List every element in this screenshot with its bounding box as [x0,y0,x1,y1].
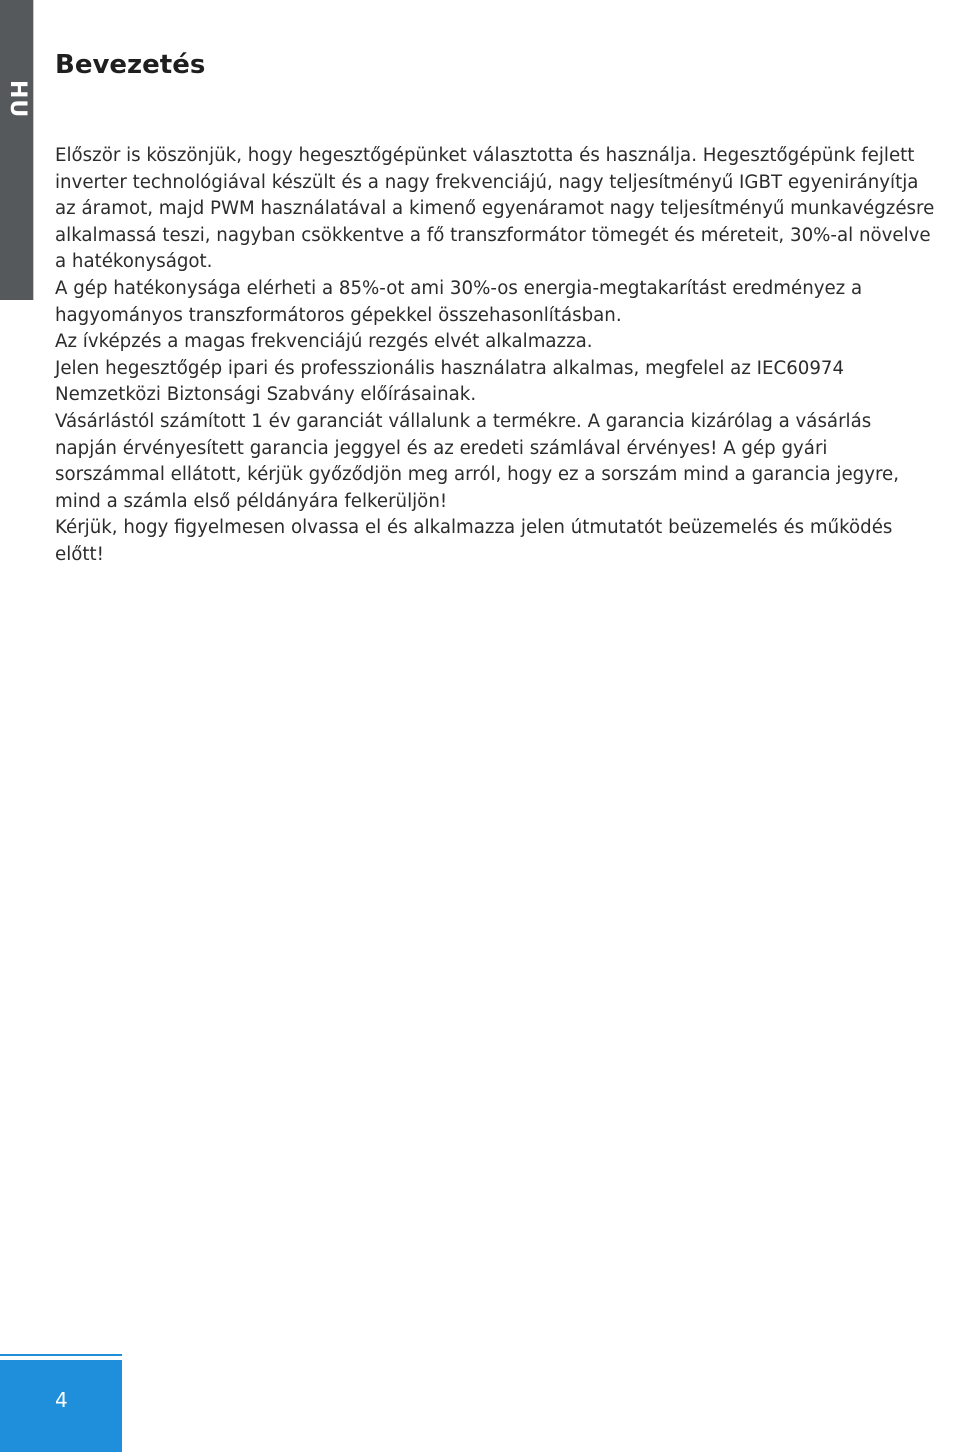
page-number-tab [0,1360,122,1452]
language-code: HU [5,80,30,119]
paragraph-instructions: Kérjük, hogy figyelmesen olvassa el és alkalmazza jelen útmutatót beüzemelés és működés előtt! [55,517,893,565]
paragraph-efficiency: A gép hatékonysága elérheti a 85%-ot ami 30%-os energia-megtakarítást eredményez a hagyományos transzformátoros gépekkel összehasonlításban. [55,277,863,326]
paragraph-arc: Az ívképzés a magas frekvenciájú rezgés elvét alkalmazza. [55,331,593,353]
page-content [55,143,935,569]
paragraph-intro: Először is köszönjük, hogy hegesztőgépünket választotta és használja. Hegesztőgépünk fejlett inverter technológiával készült és a nagy frekvenciájú, nagy teljesítményű IGBT egyenirányítja az áramot, majd PWM használatával a kimenő egyenáramot nagy teljesítményű munkavégzésre alkalmassá teszi, nagyban csökkentve a fő transzformátor tömegét és méreteit, 30%-al növelve a hatékonyságot. [55,145,935,273]
paragraph-standard: Jelen hegesztőgép ipari és professzionális használatra alkalmas, megfelel az IEC60974 Nemzetközi Biztonsági Szabvány előírásainak. [55,357,845,406]
page-title: Bevezetés [55,50,206,80]
paragraph-warranty: Vásárlástól számított 1 év garanciát vállalunk a termékre. A garancia kizárólag a vásárlás napján érvényesített garancia jeggyel és az eredeti számlával érvényes! A gép gyári sorszámmal ellátott, kérjük győződjön meg arról, hogy ez a sorszám mind a garancia jegyre, mind a számla első példányára felkerüljön! [55,410,900,512]
language-tab [0,0,34,300]
page-number: 4 [55,1388,68,1412]
